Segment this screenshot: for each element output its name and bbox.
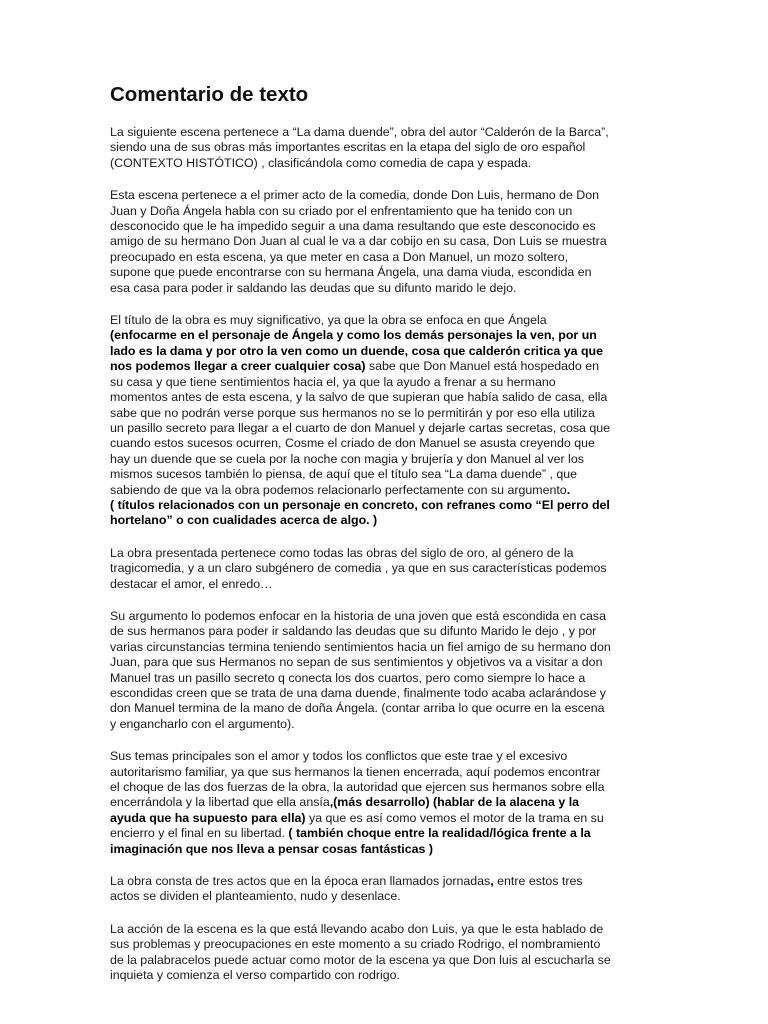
bold-text: ayuda que ha supuesto para ella) [110, 810, 306, 825]
text-segment: el choque de las dos fuerzas de la obra, la autoridad que ejercen sus hermanos sobre ella [110, 780, 605, 795]
text-line [110, 953, 660, 968]
text-line [110, 156, 660, 171]
text-segment: escondidas creen que se trata de una dama duende, finalmente todo acaba aclarándose y [110, 686, 606, 700]
text-line [110, 234, 660, 249]
text-segment: sabe que no podrán verse porque sus hermanos no se lo permitirán y por eso ella utiliza [110, 405, 595, 420]
text-line [110, 344, 660, 359]
text-line [110, 968, 660, 983]
text-line [110, 390, 660, 405]
text-line [110, 701, 660, 716]
text-segment: varias circunstancias termina teniendo sentimientos hacia un fiel amigo de su hermano don [110, 639, 611, 654]
text-line [110, 874, 660, 889]
text-segment: un pasillo secreto para llegar a el cuarto de don Manuel y dejarle cartas secretas, cosa que [110, 420, 611, 435]
text-segment: amigo de su hermano Don Juan al cual le va a dar cobijo en su casa, Don Luis se muestra [110, 234, 607, 249]
text-segment: Su argumento lo podemos enfocar en la historia de una joven que está escondida en casa [110, 608, 606, 623]
text-line [110, 483, 660, 498]
document-body [110, 125, 660, 984]
text-line [110, 359, 660, 374]
text-line [110, 826, 660, 841]
paragraph [110, 125, 660, 171]
text-line [110, 467, 660, 482]
bold-text: nos podemos llegar a creer cualquier cosa) [110, 359, 366, 374]
text-segment: autoritarismo familiar, ya que sus hermanos la tienen encerrada, aquí podemos encontrar [110, 764, 601, 779]
text-line [110, 624, 660, 639]
text-line [110, 717, 660, 732]
bold-text: lado es la dama y por otro la ven como un duende, cosa que calderón critica ya que [110, 343, 604, 358]
text-segment: La obra consta de tres actos que en la época eran llamados jornadas [110, 874, 491, 889]
text-line [110, 577, 660, 592]
text-segment: Sus temas principales son el amor y todos los conflictos que este trae y el excesivo [110, 749, 568, 764]
text-segment: tragicomedia, y a un claro subgénero de comedia , ya que en sus características podemos [110, 561, 607, 576]
text-segment: esa casa para poder ir saldando las deudas que su difunto marido le dejo. [110, 280, 517, 295]
paragraph [110, 922, 660, 984]
text-line [110, 811, 660, 826]
text-line [110, 889, 660, 904]
bold-text: hortelano” o con cualidades acerca de algo. ) [110, 513, 378, 528]
paragraph [110, 874, 660, 905]
text-line [110, 219, 660, 234]
paragraph [110, 313, 660, 529]
text-segment: sus problemas y preocupaciones en este momento a su criado Rodrigo, el nombramiento [110, 937, 601, 952]
text-segment: de la palabracelos puede actuar como motor de la escena ya que Don luis al escucharla se [110, 952, 611, 967]
text-segment: preocupado en esta escena, ya que meter en casa a Don Manuel, un mozo soltero, [110, 249, 569, 264]
text-line [110, 188, 660, 203]
text-segment: La acción de la escena es la que está llevando acabo don Luis, ya que le esta hablado de [110, 921, 604, 936]
text-segment: cuando estos sucesos ocurren, Cosme el criado de don Manuel se asusta creyendo que [110, 436, 595, 451]
paragraph [110, 609, 660, 732]
text-line [110, 937, 660, 952]
text-segment: La siguiente escena pertenece a “La dama duende”, obra del autor “Calderón de la Barca”, [110, 125, 609, 139]
bold-text: (enfocarme en el personaje de Ángela y como los demás personajes la ven, por un [110, 328, 597, 343]
text-line [110, 204, 660, 219]
text-line [110, 765, 660, 780]
text-segment: desconocido que le ha impedido seguir a una dama resultando que este desconocido es [110, 219, 596, 234]
bold-text: ( títulos relacionados con un personaje en concreto, con refranes como “El perro del [110, 497, 610, 512]
paragraph [110, 749, 660, 857]
text-line [110, 406, 660, 421]
text-segment: encerrándola y la libertad que ella ansía [110, 795, 330, 810]
text-line [110, 655, 660, 670]
text-line [110, 125, 660, 140]
text-segment: Manuel tras un pasillo secreto q conecta los dos cuartos, pero como siempre lo hace a [110, 670, 586, 685]
text-segment: destacar el amor, el enredo… [110, 576, 273, 591]
text-segment: y engancharlo con el argumento). [110, 716, 295, 731]
text-segment: sabe que Don Manuel está hospedado en [365, 359, 600, 374]
text-line [110, 265, 660, 280]
text-segment: sabiendo de que va la obra podemos relacionarlo perfectamente con su argumento [110, 482, 567, 497]
text-line [110, 513, 660, 528]
text-line [110, 421, 660, 436]
text-line [110, 375, 660, 390]
text-line [110, 498, 660, 513]
text-line [110, 749, 660, 764]
text-segment: mismos sucesos también lo piensa, de aquí que el título sea “La dama duende” , que [110, 467, 577, 482]
text-line [110, 250, 660, 265]
text-line [110, 795, 660, 810]
text-segment: Juan y Doña Ángela habla con su criado por el enfrentamiento que ha tenido con un [110, 203, 573, 218]
bold-text: ,(más desarrollo) (hablar de la alacena y la [329, 795, 580, 810]
paragraph [110, 188, 660, 296]
bold-text: . [566, 482, 571, 497]
text-line [110, 922, 660, 937]
text-line [110, 609, 660, 624]
document-page [110, 82, 660, 1001]
text-segment: Juan, para que sus Hermanos no sepan de sus sentimientos y objetivos va a visitar a don [110, 655, 603, 670]
text-line [110, 780, 660, 795]
text-line [110, 452, 660, 467]
text-segment: de sus hermanos para poder ir saldando las deudas que su difunto Marido le dejo , y por [110, 624, 597, 639]
text-segment: momentos antes de esta escena, y la salvo de que supieran que había salido de casa, ella [110, 390, 608, 405]
text-segment: encierro y el final en su libertad. [110, 826, 289, 841]
text-segment: entre estos tres [493, 874, 583, 889]
text-segment: ya que es así como vemos el motor de la trama en su [305, 810, 604, 825]
text-segment: inquieta y comienza el verso compartido con rodrigo. [110, 968, 400, 983]
text-line [110, 328, 660, 343]
text-segment: (CONTEXTO HISTÓTICO) , clasificándola como comedia de capa y espada. [110, 155, 532, 170]
text-line [110, 281, 660, 296]
document-title: Comentario de texto [110, 83, 309, 106]
text-line [110, 671, 660, 686]
text-line [110, 313, 660, 328]
text-line [110, 686, 660, 701]
text-segment: La obra presentada pertenece como todas las obras del siglo de oro, al género de la [110, 545, 574, 560]
text-segment: El título de la obra es muy significativo, ya que la obra se enfoca en que Ángela [110, 313, 547, 328]
text-segment: don Manuel termina de la mano de doña Ángela. (contar arriba lo que ocurre en la escena [110, 701, 605, 716]
text-line [110, 842, 660, 857]
text-line [110, 436, 660, 451]
bold-text: , [490, 874, 494, 889]
bold-text: imaginación que nos lleva a pensar cosas fantásticas ) [110, 841, 433, 856]
text-segment: supone que puede encontrarse con su hermana Ángela, una dama viuda, escondida en [110, 265, 592, 280]
text-line [110, 640, 660, 655]
text-segment: actos se dividen el planteamiento, nudo y desenlace. [110, 889, 401, 904]
text-line [110, 546, 660, 561]
bold-text: ( también choque entre la realidad/lógica frente a la [288, 826, 591, 841]
text-segment: siendo una de sus obras más importantes escritas en la etapa del siglo de oro español [110, 140, 586, 155]
text-line [110, 140, 660, 155]
text-segment: su casa y que tiene sentimientos hacia el, ya que la ayudo a frenar a su hermano [110, 374, 556, 389]
text-line [110, 561, 660, 576]
text-segment: hay un duende que se cuela por la noche con magia y brujería y don Manuel al ver los [110, 451, 584, 466]
text-segment: Esta escena pertenece a el primer acto de la comedia, donde Don Luis, hermano de Don [110, 188, 600, 203]
paragraph [110, 546, 660, 592]
